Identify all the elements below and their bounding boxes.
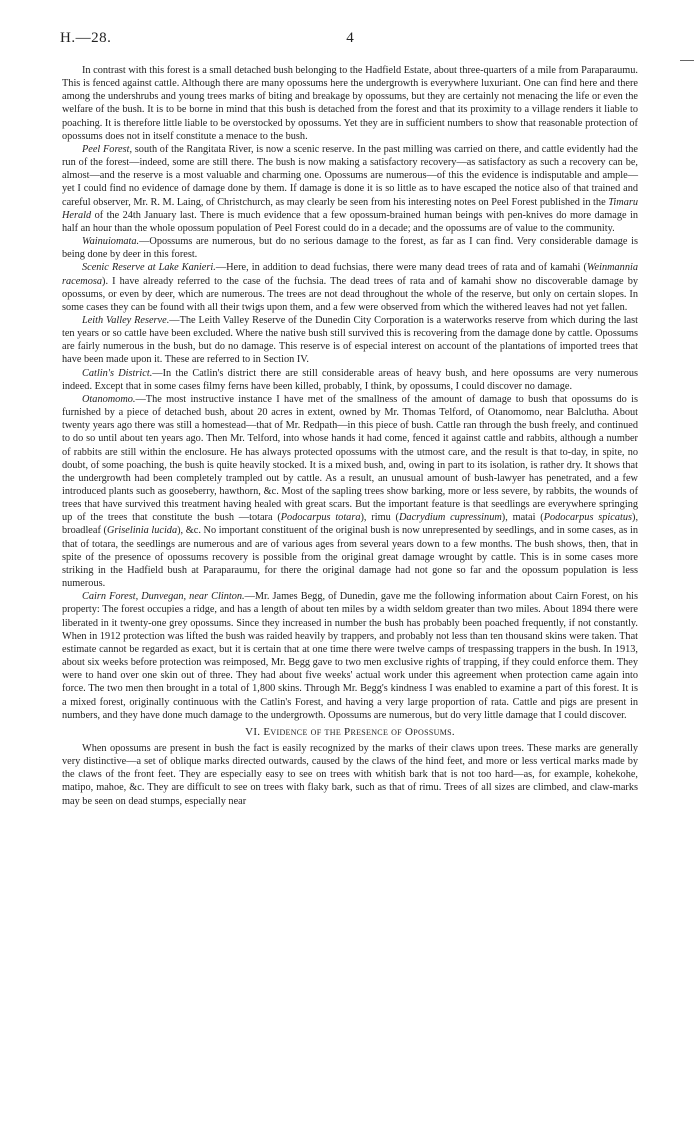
text-run: ), rimu ( bbox=[360, 512, 399, 524]
paragraph bbox=[62, 590, 638, 722]
page-header bbox=[60, 30, 640, 54]
text-run: ), broadleaf ( bbox=[62, 512, 639, 537]
italic-text: Weinmannia racemosa bbox=[62, 262, 638, 287]
italic-text: Cairn Forest, Dunvegan, near Clinton. bbox=[82, 591, 245, 603]
paragraph bbox=[62, 64, 638, 143]
text-run: —In the Catlin's district there are still considerable areas of heavy bush, and here opossums are very numerous indeed. Except that in some cases filmy ferns have been killed, probably, I think, by opossums, I could discover no damage. bbox=[62, 367, 638, 392]
italic-text: Dacrydium cupressinum bbox=[398, 512, 502, 524]
paragraph bbox=[62, 367, 638, 393]
italic-text: Leith Valley Reserve. bbox=[82, 314, 170, 326]
text-run: —The most instructive instance I have met of the smallness of the amount of damage to bush that opossums do is furnished by a piece of detached bush, about 20 acres in extent, owned by Mr. Thomas Telford, of Otanomomo, near Balclutha. About twenty years ago there was still a homestead—that of Mr. Redpath—in this piece of bush. Cattle ran through the bush freely, and continued to do so until about ten years ago. Then Mr. Telford, into whose hands it had come, fenced it against cattle and rabbits, although a number of rabbits are still within the enclosure. He has always protected opossums with the utmost care, and the result is that to-day, in spite, no doubt, of some poaching, the bush is quite heavily stocked. It is a mixed bush, and, owing in part to its isolation, is rather dry. It shows that the undergrowth had been completely trampled out by cattle. As a result, an unusual amount of bush-lawyer has penetrated, and a few introduced plants such as gooseberry, hawthorn, &c. Most of the sapling trees show barking, more or less severe, by rabbits, the wounds of trees that have survived this treatment having healed with great scars. But the important feature is that seedlings are everywhere springing up of the trees that constitute the bush —totara ( bbox=[62, 393, 638, 524]
italic-text: Scenic Reserve at Lake Kanieri. bbox=[82, 262, 216, 274]
text-run: In contrast with this forest is a small detached bush belonging to the Hadfield Estate, about three-quarters of a mile from Paraparaumu. This is fenced against cattle. Although there are many opossums here the undergrowth is everywhere luxuriant. One can find here and there among the undershrubs and young trees marks of biting and breakage by opossums, but they are certainly not menacing the life or even the welfare of the bush. It is to be borne in mind that this bush is detached from the forest and that its proximity to a village renders it liable to poaching. It is therefore little liable to be overstocked by opossums. Yet they are in sufficient numbers to show that reasonable protection of opossums does not in itself constitute a menace to the bush. bbox=[62, 65, 638, 142]
italic-text: Catlin's District. bbox=[82, 367, 153, 379]
italic-text: Podocarpus spicatus bbox=[543, 512, 633, 524]
page-number: 4 bbox=[346, 30, 354, 46]
document-reference: H.—28. bbox=[60, 30, 112, 46]
text-run: of the 24th January last. There is much evidence that a few opossum-brained human beings with pen-knives do more damage in half an hour than the whole opossum population of Peel Forest could do in a decade; and the opossums are of value to the community. bbox=[62, 209, 638, 234]
text-run: ), &c. No important constituent of the original bush is now unrepresented by seedlings, and in some cases, as in that of totara, the seedlings are numerous and are of various ages from several years down to a few months. The bush shows, then, that in spite of the presence of opossums recovery is possible from the original great damage wrought by cattle. This is in some cases more striking in the Hadfield bush at Paraparaumu, for there the original damage had not gone so far and the opossum population is less numerous. bbox=[62, 525, 638, 590]
italic-text: Griselinia lucida bbox=[106, 525, 178, 537]
text-run: south of the Rangitata River, is now a scenic reserve. In the past milling was carried on there, and cattle evidently had the run of the forest—indeed, some are still there. The bush is now making a satisfactory recovery—as satisfactory as such a recovery can be, almost—and the reserve is a most valuable and charming one. Opossums are numerous—of this the evidence is indisputable and ample—yet I could find no evidence of damage done by them. If damage is done it is so little as to have escaped the notice also of that trained and careful observer, Mr. R. M. Laing, of Christchurch, as may clearly be seen from his interesting notes on Peel Forest published in the bbox=[62, 143, 638, 208]
document-body bbox=[62, 64, 638, 808]
italic-text: Otanomomo. bbox=[82, 393, 136, 405]
paragraph bbox=[62, 143, 638, 235]
text-run: —The Leith Valley Reserve of the Dunedin City Corporation is a waterworks reserve from which during the last ten years or so cattle have been excluded. Where the native bush still survived this is recovering from the damage done by cattle. Opossums are fairly numerous in the bush, but do no damage. This reserve is of especial interest on account of the plantations of imported trees that have been made upon it. These are referred to in Section IV. bbox=[62, 314, 638, 366]
text-run: ). I have already referred to the case of the fuchsia. The dead trees of rata and of kamahi show no discoverable damage by opossums, or even by deer, which are numerous. The trees are not dead throughout the whole of the reserve, but only on certain slopes. In some cases they can be found with all their twigs upon them, and a few were observed from which the withered leaves had not yet fallen. bbox=[62, 275, 638, 313]
italic-text: Wainuiomata. bbox=[82, 236, 140, 248]
paragraph bbox=[62, 261, 638, 314]
paragraph bbox=[62, 314, 638, 367]
section-numeral: VI. bbox=[245, 725, 261, 738]
text-run: —Opossums are numerous, but do no serious damage to the forest, as far as I can find. Very considerable damage is being done by deer in this forest. bbox=[62, 236, 638, 261]
final-paragraph: When opossums are present in bush the fact is easily recognized by the marks of their claws upon trees. These marks are generally very distinctive—a set of oblique marks directed outwards, caused by the claws of the hind feet, and more or less vertical marks made by the claws of the front feet. They are especially easy to see on trees with whitish bark that is not too hard—as, for example, kohekohe, matipo, mahoe, &c. They are difficult to see on trees with flaky bark, such as that of rimu. Trees of all sizes are climbed, and claw-marks may be seen on dead stumps, especially near bbox=[62, 742, 638, 807]
paragraph-list bbox=[62, 64, 638, 722]
text-run: ), matai ( bbox=[501, 512, 544, 524]
text-run: —Mr. James Begg, of Dunedin, gave me the following information about Cairn Forest, on his property: The forest occupies a ridge, and has a length of about ten miles by a width seldom greater than two miles. About 1894 there were liberated in it twenty-one grey opossums. Since they increased in number the bush has probably been poached frequently, if not constantly. When in 1912 protection was lifted the bush was raided heavily by trappers, and probably not less than ten thousand skins were taken. That estimate cannot be regarded as exact, but it is certain that at one time there were twelve camps of trespassing trappers in the bush. In 1913, about six weeks before protection was reimposed, Mr. Begg gave to two men exclusive rights of trapping, if they could enforce them. They were to hand over one skin out of three. They had about five weeks' actual work under this agreement when protection came again into force. The two men then brought in a total of 1,800 skins. Through Mr. Begg's kindness I was enabled to examine a part of this forest. It is a mixed forest, originally continuous with the Catlin's Forest, and having a very large proportion of rata. Cattle and pigs are present in numbers, and they have done much damage to the undergrowth. Opossums are numerous, but do very little damage that I could discover. bbox=[62, 591, 638, 721]
paragraph bbox=[62, 393, 638, 590]
section-title: Evidence of the Presence of Opossums. bbox=[263, 725, 455, 738]
paragraph bbox=[62, 235, 638, 261]
text-run: —Here, in addition to dead fuchsias, there were many dead trees of rata and of kamahi ( bbox=[215, 262, 587, 274]
italic-text: Podocarpus totara bbox=[280, 512, 361, 524]
italic-text: Timaru Herald bbox=[62, 196, 638, 221]
italic-text: Peel Forest, bbox=[82, 143, 133, 155]
edge-mark bbox=[680, 60, 694, 61]
section-heading bbox=[62, 726, 638, 739]
